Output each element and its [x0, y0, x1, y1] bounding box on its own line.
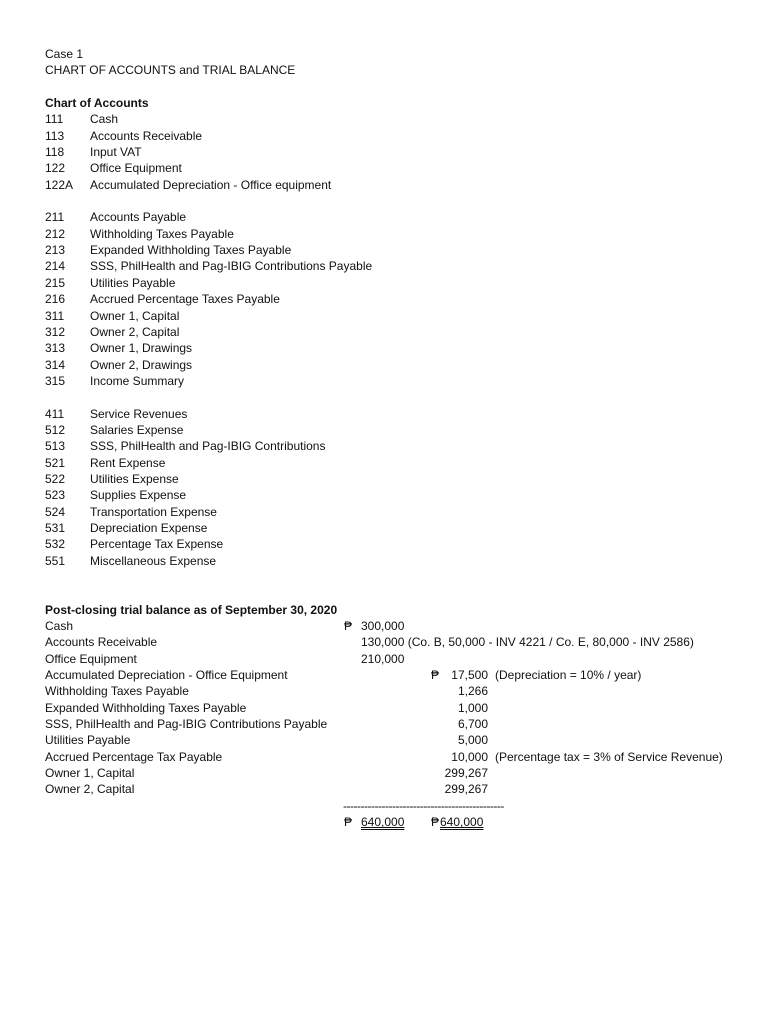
total-debit: 640,000 — [361, 815, 405, 830]
separator-line: ---------------------------------------------- — [343, 798, 504, 813]
accounts-group-revenue-expenses — [45, 406, 748, 569]
account-name: Expanded Withholding Taxes Payable — [90, 243, 292, 258]
account-code: 551 — [45, 553, 66, 568]
account-name: SSS, PhilHealth and Pag-IBIG Contributions Payable — [90, 259, 373, 274]
tb-note: (Depreciation = 10% / year) — [495, 668, 642, 683]
total-credit: 640,000 — [440, 815, 484, 830]
tb-debit-value: 130,000 — [361, 635, 405, 650]
tb-credit-value: 299,267 — [444, 766, 488, 781]
account-row — [45, 422, 748, 438]
trial-balance-heading: Post-closing trial balance as of September 30, 2020 — [45, 602, 338, 617]
account-row — [45, 226, 748, 242]
account-code: 312 — [45, 324, 66, 339]
account-row — [45, 160, 748, 176]
account-name: Withholding Taxes Payable — [90, 226, 234, 241]
account-name: Income Summary — [90, 373, 185, 388]
table-row — [45, 618, 748, 634]
table-row — [45, 781, 748, 797]
accounts-group-assets — [45, 111, 748, 193]
accounts-group-liabilities-equity — [45, 209, 748, 389]
tb-account-name: Accrued Percentage Tax Payable — [45, 749, 223, 764]
account-code: 111 — [45, 112, 64, 127]
peso-sign: ₱ — [431, 668, 440, 683]
tb-credit-value: 6,700 — [457, 717, 488, 732]
account-code: 314 — [45, 357, 66, 372]
account-name: Miscellaneous Expense — [90, 553, 217, 568]
account-name: Transportation Expense — [90, 504, 217, 519]
account-code: 521 — [45, 455, 66, 470]
document-title: CHART OF ACCOUNTS and TRIAL BALANCE — [45, 63, 296, 78]
table-row — [45, 749, 748, 765]
account-row — [45, 553, 748, 569]
peso-sign: ₱ — [344, 815, 353, 830]
account-row — [45, 357, 748, 373]
account-code: 212 — [45, 226, 66, 241]
account-row — [45, 128, 748, 144]
account-row — [45, 504, 748, 520]
table-row — [45, 716, 748, 732]
tb-note: (Co. B, 50,000 - INV 4221 / Co. E, 80,000 - INV 2586) — [407, 635, 694, 650]
account-row — [45, 308, 748, 324]
account-code: 311 — [45, 308, 65, 323]
tb-credit-value: 1,266 — [457, 684, 488, 699]
account-row — [45, 455, 748, 471]
account-name: Salaries Expense — [90, 422, 184, 437]
account-code: 513 — [45, 439, 66, 454]
account-row — [45, 258, 748, 274]
account-row — [45, 324, 748, 340]
account-name: Office Equipment — [90, 161, 182, 176]
account-name: Cash — [90, 112, 119, 127]
account-row — [45, 340, 748, 356]
account-name: Owner 1, Drawings — [90, 341, 193, 356]
tb-account-name: Office Equipment — [45, 651, 137, 666]
separator-row — [45, 798, 748, 814]
account-code: 523 — [45, 488, 66, 503]
account-code: 315 — [45, 373, 66, 388]
tb-account-name: Expanded Withholding Taxes Payable — [45, 700, 247, 715]
account-name: Input VAT — [90, 145, 142, 160]
account-code: 122A — [45, 177, 74, 192]
tb-debit-value: 300,000 — [361, 619, 405, 634]
account-name: Accounts Receivable — [90, 128, 203, 143]
account-name: Owner 2, Capital — [90, 324, 180, 339]
account-code: 213 — [45, 243, 66, 258]
account-row — [45, 373, 748, 389]
case-label: Case 1 — [45, 47, 84, 61]
account-row — [45, 438, 748, 454]
account-row — [45, 275, 748, 291]
tb-account-name: Withholding Taxes Payable — [45, 684, 189, 699]
account-name: Percentage Tax Expense — [90, 537, 224, 552]
table-row — [45, 683, 748, 699]
tb-debit-value: 210,000 — [361, 651, 405, 666]
account-row — [45, 406, 748, 422]
table-row — [45, 765, 748, 781]
peso-sign: ₱ — [431, 815, 440, 830]
table-row — [45, 634, 748, 650]
trial-balance-table — [45, 618, 748, 830]
account-name: SSS, PhilHealth and Pag-IBIG Contributions — [90, 439, 326, 454]
account-name: Rent Expense — [90, 455, 166, 470]
account-row — [45, 144, 748, 160]
account-code: 524 — [45, 504, 66, 519]
account-name: Accumulated Depreciation - Office equipment — [90, 177, 332, 192]
totals-row — [45, 814, 748, 830]
tb-account-name: Cash — [45, 619, 74, 634]
account-code: 532 — [45, 537, 66, 552]
account-row — [45, 111, 748, 127]
account-code: 122 — [45, 161, 66, 176]
tb-note: (Percentage tax = 3% of Service Revenue) — [495, 749, 723, 764]
account-code: 215 — [45, 275, 66, 290]
account-name: Accrued Percentage Taxes Payable — [90, 292, 280, 307]
peso-sign: ₱ — [344, 619, 353, 634]
account-code: 211 — [45, 210, 65, 225]
tb-account-name: Owner 1, Capital — [45, 766, 135, 781]
tb-credit-value: 1,000 — [457, 700, 488, 715]
account-row — [45, 291, 748, 307]
account-code: 411 — [45, 406, 65, 421]
account-row — [45, 177, 748, 193]
table-row — [45, 700, 748, 716]
account-name: Service Revenues — [90, 406, 188, 421]
account-name: Supplies Expense — [90, 488, 187, 503]
account-code: 522 — [45, 471, 66, 486]
tb-account-name: Accumulated Depreciation - Office Equipment — [45, 668, 288, 683]
table-row — [45, 732, 748, 748]
account-row — [45, 520, 748, 536]
account-row — [45, 242, 748, 258]
account-code: 313 — [45, 341, 66, 356]
account-name: Owner 2, Drawings — [90, 357, 193, 372]
tb-account-name: SSS, PhilHealth and Pag-IBIG Contributions Payable — [45, 717, 328, 732]
account-name: Utilities Payable — [90, 275, 176, 290]
account-code: 512 — [45, 422, 66, 437]
table-row — [45, 667, 748, 683]
account-name: Accounts Payable — [90, 210, 187, 225]
tb-account-name: Utilities Payable — [45, 733, 131, 748]
account-code: 531 — [45, 520, 66, 535]
table-row — [45, 651, 748, 667]
tb-account-name: Accounts Receivable — [45, 635, 158, 650]
account-row — [45, 471, 748, 487]
account-name: Depreciation Expense — [90, 520, 208, 535]
account-code: 118 — [45, 145, 65, 160]
account-row — [45, 209, 748, 225]
account-row — [45, 487, 748, 503]
account-code: 216 — [45, 292, 66, 307]
tb-credit-value: 17,500 — [451, 668, 488, 683]
account-row — [45, 536, 748, 552]
tb-credit-value: 10,000 — [451, 749, 488, 764]
tb-credit-value: 299,267 — [444, 782, 488, 797]
document-page — [45, 46, 748, 831]
chart-of-accounts-heading: Chart of Accounts — [45, 96, 149, 111]
account-name: Utilities Expense — [90, 471, 179, 486]
tb-credit-value: 5,000 — [457, 733, 488, 748]
tb-account-name: Owner 2, Capital — [45, 782, 135, 797]
account-code: 214 — [45, 259, 66, 274]
account-code: 113 — [45, 128, 65, 143]
account-name: Owner 1, Capital — [90, 308, 180, 323]
